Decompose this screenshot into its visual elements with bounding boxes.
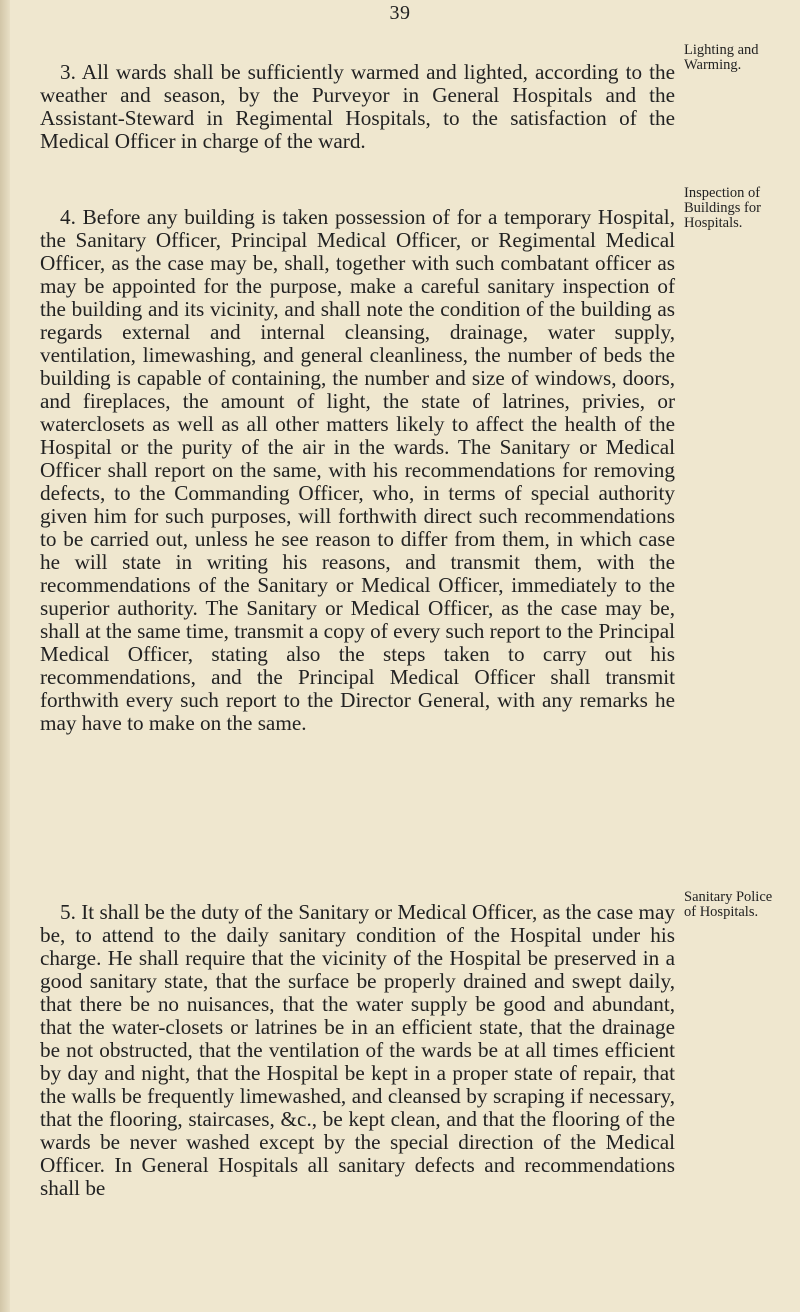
margin-note-sanitary-police: Sanitary Police of Hospitals. <box>684 889 773 920</box>
page-binding-edge <box>0 0 10 1312</box>
margin-note-inspection-of-buildings: Inspection of Buildings for Hospitals. <box>684 185 761 231</box>
page-number: 39 <box>389 2 411 24</box>
paragraph-4-inspection-of-buildings: 4. Before any building is taken possession of for a temporary Hospital, the Sanitary Officer, Principal Medical Officer, or Regimental Medical Officer, as the case may be, shall, together with such combatant officer as may be appointed for the purpose, make a careful sanitary inspection of the building and its vicinity, and shall note the condition of the building as regards external and internal cleansing, drainage, water supply, ventilation, limewashing, and general cleanliness, the number of beds the building is capable of containing, the number and size of windows, doors, and fireplaces, the amount of light, the state of latrines, privies, or waterclosets as well as all other matters likely to affect the health of the Hospital or the purity of the air in the wards. The Sanitary or Medical Officer shall report on the same, with his recommendations for removing defects, to the Commanding Officer, who, in terms of special authority given him for such purposes, will forthwith direct such recommendations to be carried out, unless he see reason to differ from them, in which case he will state in writing his reasons, and transmit them, with the recommendations of the Sanitary or Medical Officer, immediately to the superior authority. The Sanitary or Medical Officer, as the case may be, shall at the same time, transmit a copy of every such report to the Principal Medical Officer, stating also the steps taken to carry out his recommendations, and the Principal Medical Officer shall transmit forthwith every such report to the Director General, with any remarks he may have to make on the same. <box>40 205 675 736</box>
margin-note-lighting-and-warming: Lighting and Warming. <box>684 42 759 73</box>
paragraph-5-sanitary-police: 5. It shall be the duty of the Sanitary or Medical Officer, as the case may be, to attend to the daily sanitary condition of the Hospital under his charge. He shall require that the vicinity of the Hospital be preserved in a good sanitary state, that the surface be properly drained and swept daily, that there be no nuisances, that the water supply be good and abundant, that the water-closets or latrines be in an efficient state, that the drainage be not obstructed, that the ventilation of the wards be at all times efficient by day and night, that the Hospital be kept in a proper state of repair, that the walls be frequently limewashed, and cleansed by scraping if necessary, that the flooring, staircases, &c., be kept clean, and that the flooring of the wards be never washed except by the special direction of the Medical Officer. In General Hospitals all sanitary defects and recommendations shall be <box>40 900 675 1201</box>
paragraph-3-lighting-and-warming: 3. All wards shall be sufficiently warmed and lighted, according to the weather and season, by the Purveyor in General Hospitals and the Assistant-Steward in Regimental Hospitals, to the satisfaction of the Medical Officer in charge of the ward. <box>40 60 675 154</box>
